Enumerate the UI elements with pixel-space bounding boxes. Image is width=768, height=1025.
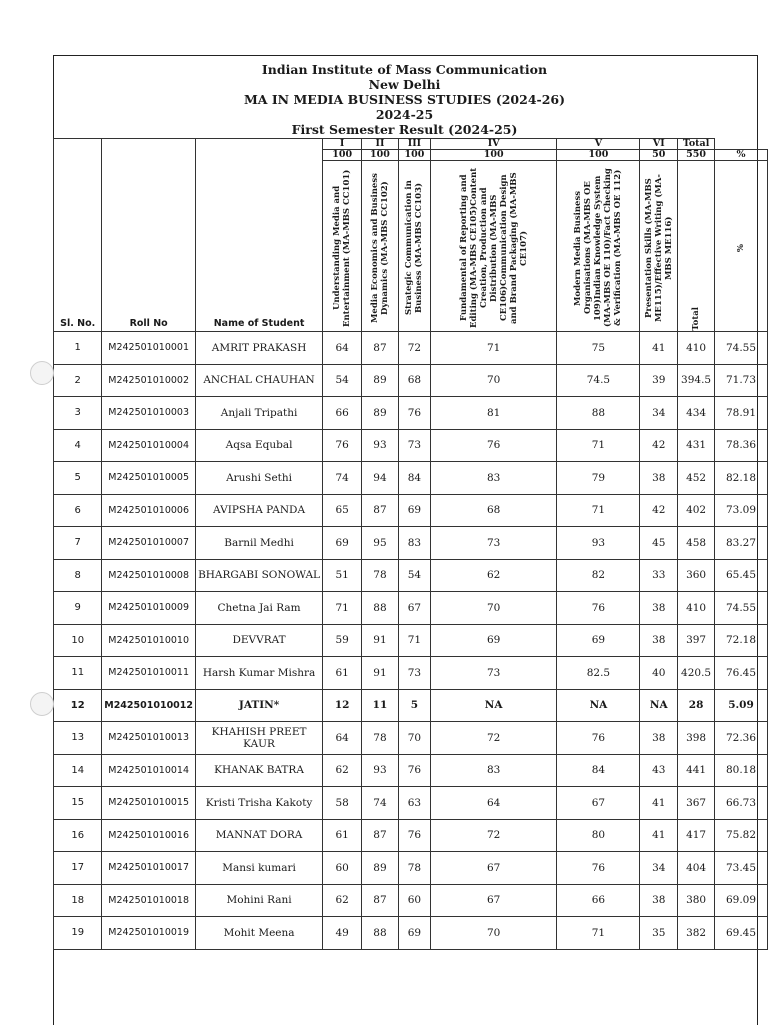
subject-number: V <box>557 139 640 150</box>
subject-mark-cell: 67 <box>557 787 640 820</box>
subject-mark-cell: 70 <box>398 722 430 755</box>
subject-mark-cell: 76 <box>398 397 430 430</box>
subject-mark-cell: 76 <box>398 819 430 852</box>
subject-mark-cell: 11 <box>361 689 398 722</box>
subject-title: Presentation Skills (MA-MBS ME115)/Effective Writing (MA-MBS ME116) <box>640 161 678 332</box>
student-name-cell: BHARGABI SONOWAL <box>195 559 323 592</box>
subject-number: IV <box>430 139 557 150</box>
subject-mark-cell: 41 <box>640 819 678 852</box>
total-cell: 404 <box>678 852 715 885</box>
percent-cell: 75.82 <box>715 819 768 852</box>
serial-number-cell: 11 <box>54 657 102 690</box>
percent-cell: 76.45 <box>715 657 768 690</box>
subject-mark-cell: 73 <box>430 527 557 560</box>
table-row <box>54 429 768 462</box>
percent-cell: 65.45 <box>715 559 768 592</box>
subject-max: 100 <box>361 150 398 161</box>
subject-number-row <box>54 139 768 150</box>
subject-mark-cell: 95 <box>361 527 398 560</box>
percent-cell: 72.18 <box>715 624 768 657</box>
table-row <box>54 689 768 722</box>
roll-number-cell: M242501010016 <box>102 819 195 852</box>
subject-mark-cell: 38 <box>640 722 678 755</box>
total-cell: 458 <box>678 527 715 560</box>
student-name-cell: Kristi Trisha Kakoty <box>195 787 323 820</box>
total-cell: 434 <box>678 397 715 430</box>
subject-mark-cell: 41 <box>640 787 678 820</box>
subject-mark-cell: 76 <box>557 592 640 625</box>
roll-number-cell: M242501010008 <box>102 559 195 592</box>
subject-mark-cell: 80 <box>557 819 640 852</box>
subject-mark-cell: 74 <box>361 787 398 820</box>
total-cell: 402 <box>678 494 715 527</box>
subject-mark-cell: 45 <box>640 527 678 560</box>
subject-mark-cell: 74.5 <box>557 364 640 397</box>
serial-number-cell: 4 <box>54 429 102 462</box>
subject-mark-cell: 69 <box>398 494 430 527</box>
percent-cell: 69.45 <box>715 917 768 950</box>
subject-mark-cell: 89 <box>361 852 398 885</box>
subject-mark-cell: 70 <box>430 917 557 950</box>
subject-mark-cell: 38 <box>640 884 678 917</box>
roll-number-cell: M242501010011 <box>102 657 195 690</box>
serial-number-cell: 18 <box>54 884 102 917</box>
subject-mark-cell: 73 <box>398 429 430 462</box>
subject-mark-cell: 91 <box>361 624 398 657</box>
roll-header: Roll No <box>102 139 195 332</box>
subject-mark-cell: 42 <box>640 429 678 462</box>
subject-mark-cell: 78 <box>361 722 398 755</box>
serial-number-cell: 6 <box>54 494 102 527</box>
serial-number-cell: 14 <box>54 754 102 787</box>
total-cell: 431 <box>678 429 715 462</box>
total-cell: 452 <box>678 462 715 495</box>
serial-number-cell: 13 <box>54 722 102 755</box>
subject-mark-cell: 69 <box>398 917 430 950</box>
subject-mark-cell: 83 <box>430 754 557 787</box>
student-name-cell: AMRIT PRAKASH <box>195 332 323 365</box>
subject-mark-cell: 34 <box>640 852 678 885</box>
roll-number-cell: M242501010017 <box>102 852 195 885</box>
percent-cell: 83.27 <box>715 527 768 560</box>
subject-max: 50 <box>640 150 678 161</box>
serial-number-cell: 12 <box>54 689 102 722</box>
percent-cell: 74.55 <box>715 592 768 625</box>
student-name-cell: Chetna Jai Ram <box>195 592 323 625</box>
roll-number-cell: M242501010002 <box>102 364 195 397</box>
roll-number-cell: M242501010013 <box>102 722 195 755</box>
serial-number-cell: 10 <box>54 624 102 657</box>
subject-mark-cell: 76 <box>398 754 430 787</box>
subject-max: 100 <box>430 150 557 161</box>
table-row <box>54 787 768 820</box>
table-row <box>54 624 768 657</box>
student-name-cell: Barnil Medhi <box>195 527 323 560</box>
subject-mark-cell: 60 <box>398 884 430 917</box>
total-cell: 398 <box>678 722 715 755</box>
subject-mark-cell: 72 <box>398 332 430 365</box>
subject-mark-cell: 5 <box>398 689 430 722</box>
total-title: Total <box>678 161 715 332</box>
subject-mark-cell: 38 <box>640 592 678 625</box>
serial-number-cell: 7 <box>54 527 102 560</box>
punch-hole <box>30 361 54 385</box>
subject-mark-cell: 75 <box>557 332 640 365</box>
student-name-cell: Mansi kumari <box>195 852 323 885</box>
subject-mark-cell: NA <box>640 689 678 722</box>
percent-cell: 73.45 <box>715 852 768 885</box>
subject-number: VI <box>640 139 678 150</box>
total-cell: 441 <box>678 754 715 787</box>
subject-mark-cell: 61 <box>323 819 362 852</box>
subject-mark-cell: 33 <box>640 559 678 592</box>
table-row <box>54 559 768 592</box>
subject-mark-cell: 54 <box>398 559 430 592</box>
slno-header: Sl. No. <box>54 139 102 332</box>
table-row <box>54 884 768 917</box>
subject-number: III <box>398 139 430 150</box>
subject-mark-cell: 68 <box>398 364 430 397</box>
subject-mark-cell: 71 <box>323 592 362 625</box>
subject-mark-cell: 76 <box>323 429 362 462</box>
percent-cell: 80.18 <box>715 754 768 787</box>
serial-number-cell: 17 <box>54 852 102 885</box>
roll-number-cell: M242501010009 <box>102 592 195 625</box>
total-cell: 417 <box>678 819 715 852</box>
roll-number-cell: M242501010014 <box>102 754 195 787</box>
document-heading <box>53 62 756 137</box>
subject-mark-cell: 35 <box>640 917 678 950</box>
subject-mark-cell: 60 <box>323 852 362 885</box>
roll-number-cell: M242501010005 <box>102 462 195 495</box>
percent-cell: 78.91 <box>715 397 768 430</box>
table-row <box>54 657 768 690</box>
subject-mark-cell: NA <box>557 689 640 722</box>
percent-cell: 72.36 <box>715 722 768 755</box>
student-name-cell: ANCHAL CHAUHAN <box>195 364 323 397</box>
subject-mark-cell: 89 <box>361 364 398 397</box>
subject-title: Understanding Media and Entertainment (MA-MBS CC101) <box>323 161 362 332</box>
subject-mark-cell: 72 <box>430 819 557 852</box>
table-row <box>54 852 768 885</box>
subject-mark-cell: 12 <box>323 689 362 722</box>
subject-mark-cell: 94 <box>361 462 398 495</box>
serial-number-cell: 9 <box>54 592 102 625</box>
subject-mark-cell: NA <box>430 689 557 722</box>
percent-cell: 74.55 <box>715 332 768 365</box>
subject-mark-cell: 49 <box>323 917 362 950</box>
table-row <box>54 332 768 365</box>
table-row <box>54 397 768 430</box>
subject-mark-cell: 87 <box>361 884 398 917</box>
subject-mark-cell: 58 <box>323 787 362 820</box>
subject-mark-cell: 73 <box>430 657 557 690</box>
serial-number-cell: 15 <box>54 787 102 820</box>
subject-number: II <box>361 139 398 150</box>
total-cell: 360 <box>678 559 715 592</box>
student-name-cell: Mohini Rani <box>195 884 323 917</box>
subject-mark-cell: 66 <box>323 397 362 430</box>
subject-title: Strategic Communication in Business (MA-MBS CC103) <box>398 161 430 332</box>
punch-hole <box>30 692 54 716</box>
subject-mark-cell: 87 <box>361 494 398 527</box>
serial-number-cell: 5 <box>54 462 102 495</box>
subject-mark-cell: 39 <box>640 364 678 397</box>
subject-mark-cell: 34 <box>640 397 678 430</box>
result-title: First Semester Result (2024-25) <box>291 122 518 137</box>
total-cell: 380 <box>678 884 715 917</box>
subject-mark-cell: 72 <box>430 722 557 755</box>
percent-cell: 66.73 <box>715 787 768 820</box>
table-row <box>54 494 768 527</box>
table-row <box>54 819 768 852</box>
total-cell: 394.5 <box>678 364 715 397</box>
subject-mark-cell: 69 <box>323 527 362 560</box>
student-name-cell: Aqsa Equbal <box>195 429 323 462</box>
roll-number-cell: M242501010004 <box>102 429 195 462</box>
name-header: Name of Student <box>195 139 323 332</box>
roll-number-cell: M242501010006 <box>102 494 195 527</box>
serial-number-cell: 2 <box>54 364 102 397</box>
student-name-cell: AVIPSHA PANDA <box>195 494 323 527</box>
subject-mark-cell: 78 <box>361 559 398 592</box>
percent-cell: 69.09 <box>715 884 768 917</box>
total-max: 550 <box>678 150 715 161</box>
table-row <box>54 592 768 625</box>
subject-mark-cell: 69 <box>430 624 557 657</box>
subject-mark-cell: 70 <box>430 592 557 625</box>
subject-title: Fundamental of Reporting and Editing (MA-MBS CE105)Content Creation, Production and Distribution (MA-MBS CE106)Communication Design and Brand Packaging (MA-MBS CE107) <box>430 161 557 332</box>
table-row <box>54 917 768 950</box>
subject-mark-cell: 88 <box>361 917 398 950</box>
subject-mark-cell: 83 <box>430 462 557 495</box>
subject-mark-cell: 64 <box>430 787 557 820</box>
total-cell: 382 <box>678 917 715 950</box>
total-cell: 397 <box>678 624 715 657</box>
subject-mark-cell: 63 <box>398 787 430 820</box>
roll-number-cell: M242501010003 <box>102 397 195 430</box>
roll-number-cell: M242501010007 <box>102 527 195 560</box>
percent-max: % <box>715 150 768 161</box>
subject-mark-cell: 51 <box>323 559 362 592</box>
subject-mark-cell: 79 <box>557 462 640 495</box>
subject-mark-cell: 74 <box>323 462 362 495</box>
subject-mark-cell: 42 <box>640 494 678 527</box>
total-cell: 367 <box>678 787 715 820</box>
subject-mark-cell: 93 <box>361 754 398 787</box>
subject-mark-cell: 66 <box>557 884 640 917</box>
subject-mark-cell: 71 <box>557 494 640 527</box>
subject-mark-cell: 54 <box>323 364 362 397</box>
subject-mark-cell: 62 <box>430 559 557 592</box>
subject-title: Modern Media Business Organisations (MA-MBS OE 109)Indian Knowledge System (MA-MBS OE 110)/Fact Checking & Verification (MA-MBS OE 112) <box>557 161 640 332</box>
serial-number-cell: 16 <box>54 819 102 852</box>
percent-cell: 71.73 <box>715 364 768 397</box>
subject-mark-cell: 71 <box>557 917 640 950</box>
serial-number-cell: 1 <box>54 332 102 365</box>
subject-max: 100 <box>323 150 362 161</box>
table-row <box>54 462 768 495</box>
subject-mark-cell: 87 <box>361 332 398 365</box>
programme-title: MA IN MEDIA BUSINESS STUDIES (2024-26) <box>243 92 566 107</box>
total-cell: 420.5 <box>678 657 715 690</box>
academic-year: 2024-25 <box>375 107 434 122</box>
subject-mark-cell: 62 <box>323 884 362 917</box>
subject-mark-cell: 71 <box>557 429 640 462</box>
subject-mark-cell: 91 <box>361 657 398 690</box>
student-name-cell: MANNAT DORA <box>195 819 323 852</box>
serial-number-cell: 19 <box>54 917 102 950</box>
subject-mark-cell: 38 <box>640 624 678 657</box>
subject-mark-cell: 88 <box>557 397 640 430</box>
serial-number-cell: 8 <box>54 559 102 592</box>
student-name-cell: KHANAK BATRA <box>195 754 323 787</box>
roll-number-cell: M242501010012 <box>102 689 195 722</box>
subject-mark-cell: 38 <box>640 462 678 495</box>
table-row <box>54 527 768 560</box>
subject-mark-cell: 69 <box>557 624 640 657</box>
total-group-header: Total <box>678 139 715 150</box>
roll-number-cell: M242501010019 <box>102 917 195 950</box>
subject-mark-cell: 64 <box>323 332 362 365</box>
subject-mark-cell: 73 <box>398 657 430 690</box>
subject-mark-cell: 83 <box>398 527 430 560</box>
subject-mark-cell: 71 <box>398 624 430 657</box>
blank-cell <box>715 139 768 150</box>
serial-number-cell: 3 <box>54 397 102 430</box>
subject-mark-cell: 67 <box>430 852 557 885</box>
student-name-cell: Mohit Meena <box>195 917 323 950</box>
subject-mark-cell: 68 <box>430 494 557 527</box>
subject-mark-cell: 70 <box>430 364 557 397</box>
total-cell: 410 <box>678 592 715 625</box>
subject-mark-cell: 93 <box>557 527 640 560</box>
subject-max: 100 <box>557 150 640 161</box>
table-row <box>54 754 768 787</box>
subject-mark-cell: 43 <box>640 754 678 787</box>
roll-number-cell: M242501010001 <box>102 332 195 365</box>
roll-number-cell: M242501010015 <box>102 787 195 820</box>
subject-mark-cell: 84 <box>557 754 640 787</box>
total-cell: 28 <box>678 689 715 722</box>
percent-cell: 73.09 <box>715 494 768 527</box>
subject-mark-cell: 88 <box>361 592 398 625</box>
subject-mark-cell: 78 <box>398 852 430 885</box>
subject-mark-cell: 64 <box>323 722 362 755</box>
student-name-cell: DEVVRAT <box>195 624 323 657</box>
subject-mark-cell: 65 <box>323 494 362 527</box>
subject-mark-cell: 93 <box>361 429 398 462</box>
subject-mark-cell: 76 <box>430 429 557 462</box>
student-name-cell: Anjali Tripathi <box>195 397 323 430</box>
table-row <box>54 364 768 397</box>
roll-number-cell: M242501010018 <box>102 884 195 917</box>
subject-title: Media Economics and Business Dynamics (MA-MBS CC102) <box>361 161 398 332</box>
percent-cell: 5.09 <box>715 689 768 722</box>
student-name-cell: JATIN* <box>195 689 323 722</box>
percent-title: % <box>715 161 768 332</box>
subject-mark-cell: 71 <box>430 332 557 365</box>
subject-mark-cell: 67 <box>430 884 557 917</box>
subject-number: I <box>323 139 362 150</box>
subject-mark-cell: 76 <box>557 852 640 885</box>
percent-cell: 82.18 <box>715 462 768 495</box>
subject-mark-cell: 84 <box>398 462 430 495</box>
subject-mark-cell: 87 <box>361 819 398 852</box>
student-name-cell: KHAHISH PREET KAUR <box>195 722 323 755</box>
institute-city: New Delhi <box>368 77 441 92</box>
subject-max: 100 <box>398 150 430 161</box>
student-name-cell: Harsh Kumar Mishra <box>195 657 323 690</box>
subject-mark-cell: 61 <box>323 657 362 690</box>
subject-mark-cell: 82.5 <box>557 657 640 690</box>
subject-mark-cell: 41 <box>640 332 678 365</box>
subject-mark-cell: 40 <box>640 657 678 690</box>
roll-number-cell: M242501010010 <box>102 624 195 657</box>
result-table <box>53 138 768 950</box>
student-name-cell: Arushi Sethi <box>195 462 323 495</box>
table-row <box>54 722 768 755</box>
subject-mark-cell: 76 <box>557 722 640 755</box>
total-cell: 410 <box>678 332 715 365</box>
subject-mark-cell: 62 <box>323 754 362 787</box>
institute-name: Indian Institute of Mass Communication <box>261 62 548 77</box>
subject-mark-cell: 82 <box>557 559 640 592</box>
subject-mark-cell: 59 <box>323 624 362 657</box>
subject-mark-cell: 67 <box>398 592 430 625</box>
subject-mark-cell: 81 <box>430 397 557 430</box>
subject-mark-cell: 89 <box>361 397 398 430</box>
percent-cell: 78.36 <box>715 429 768 462</box>
